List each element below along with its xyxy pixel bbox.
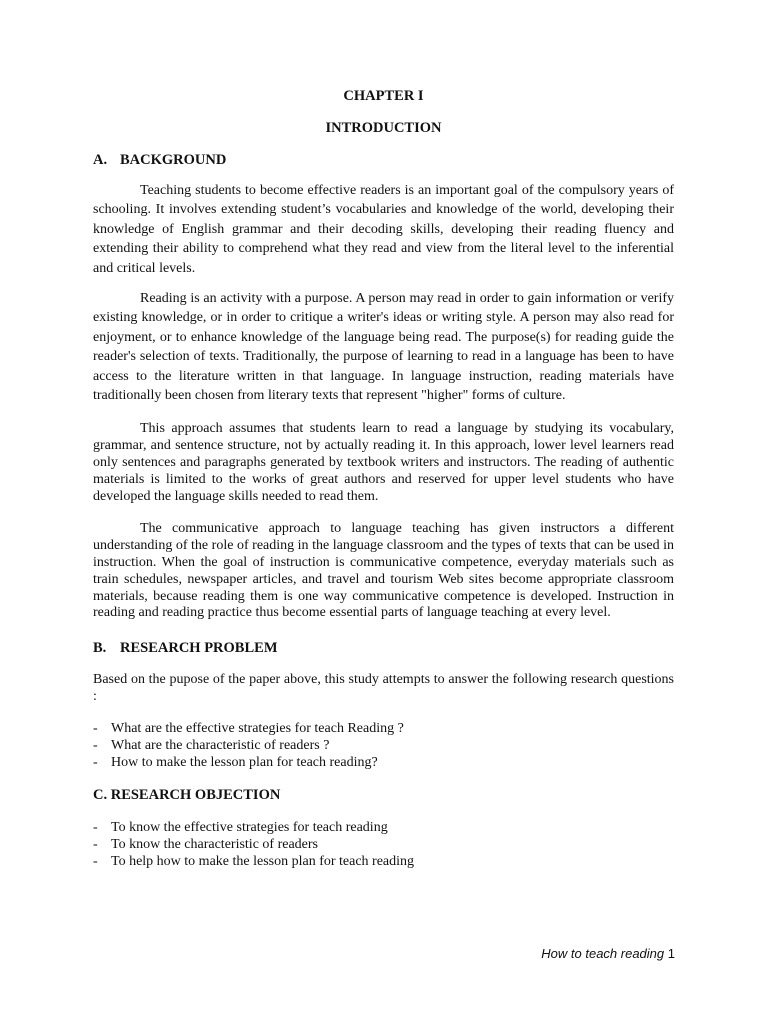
- dash-marker: -: [93, 738, 98, 754]
- background-paragraph-2: Reading is an activity with a purpose. A person may read in order to gain information or verify existing knowledge, or in order to critique a writer's ideas or writing style. A person may also read for enjoyment, or to enhance knowledge of the language being read. The purpose(s) for reading guide the reader's selection of texts. Traditionally, the purpose of learning to read in a language has been to have access to the literature written in that language. In language instruction, reading materials have traditionally been chosen from literary texts that represent "higher" forms of culture.: [93, 291, 674, 404]
- section-a-title: BACKGROUND: [120, 152, 227, 168]
- footer-title: How to teach reading: [541, 946, 665, 961]
- dash-marker: -: [93, 837, 98, 853]
- section-a-heading: [93, 150, 674, 170]
- page-footer: [541, 946, 675, 961]
- list-item-text: To know the characteristic of readers: [111, 837, 318, 853]
- list-item: [93, 720, 674, 737]
- section-b-title: RESEARCH PROBLEM: [120, 640, 278, 657]
- page-number: 1: [667, 946, 675, 961]
- section-b-number: B.: [93, 640, 107, 657]
- list-item: [93, 853, 674, 870]
- section-b-heading: [93, 638, 674, 658]
- research-questions-list: [93, 720, 674, 772]
- list-item-text: To help how to make the lesson plan for teach reading: [111, 854, 415, 870]
- dash-marker: -: [93, 720, 98, 736]
- list-item-text: How to make the lesson plan for teach reading?: [111, 755, 378, 771]
- section-a-number: A.: [93, 152, 108, 168]
- intro-title: INTRODUCTION: [325, 120, 442, 136]
- background-paragraph-3: This approach assumes that students learn to read a language by studying its vocabulary, grammar, and sentence structure, not by actually reading it. In this approach, lower level learners read only sentences and paragraphs generated by textbook writers and instructors. The reading of authentic materials is limited to the works of great authors and reserved for upper level students who have developed the language skills needed to read them.: [93, 421, 674, 504]
- list-item-text: What are the characteristic of readers ?: [111, 738, 330, 754]
- list-item-text: What are the effective strategies for teach Reading ?: [111, 720, 404, 736]
- research-objectives-list: [93, 819, 674, 871]
- background-paragraph-4: The communicative approach to language teaching has given instructors a different understanding of the role of reading in the language classroom and the types of texts that can be used in instruction. When the goal of instruction is communicative competence, everyday materials such as train schedules, newspaper articles, and travel and tourism Web sites become appropriate classroom materials, because reading them is one way communicative competence is developed. Instruction in reading and reading practice thus become essential parts of language teaching at every level.: [93, 521, 674, 621]
- list-item-text: To know the effective strategies for teach reading: [111, 819, 388, 835]
- dash-marker: -: [93, 755, 98, 771]
- chapter-title: CHAPTER I: [343, 88, 424, 104]
- list-item: [93, 754, 674, 771]
- research-problem-text: Based on the pupose of the paper above, this study attempts to answer the following research questions :: [93, 672, 674, 705]
- background-paragraph-1: Teaching students to become effective readers is an important goal of the compulsory years of schooling. It involves extending student’s vocabularies and knowledge of the world, developing their knowledge of English grammar and their decoding skills, developing their reading fluency and extending their ability to comprehend what they read and view from the literal level to the inferential and critical levels.: [93, 183, 674, 276]
- list-item: [93, 836, 674, 853]
- list-item: [93, 737, 674, 754]
- dash-marker: -: [93, 819, 98, 835]
- document-page: [93, 86, 674, 871]
- dash-marker: -: [93, 854, 98, 870]
- list-item: [93, 819, 674, 836]
- section-c-heading: C. RESEARCH OBJECTION: [93, 786, 281, 803]
